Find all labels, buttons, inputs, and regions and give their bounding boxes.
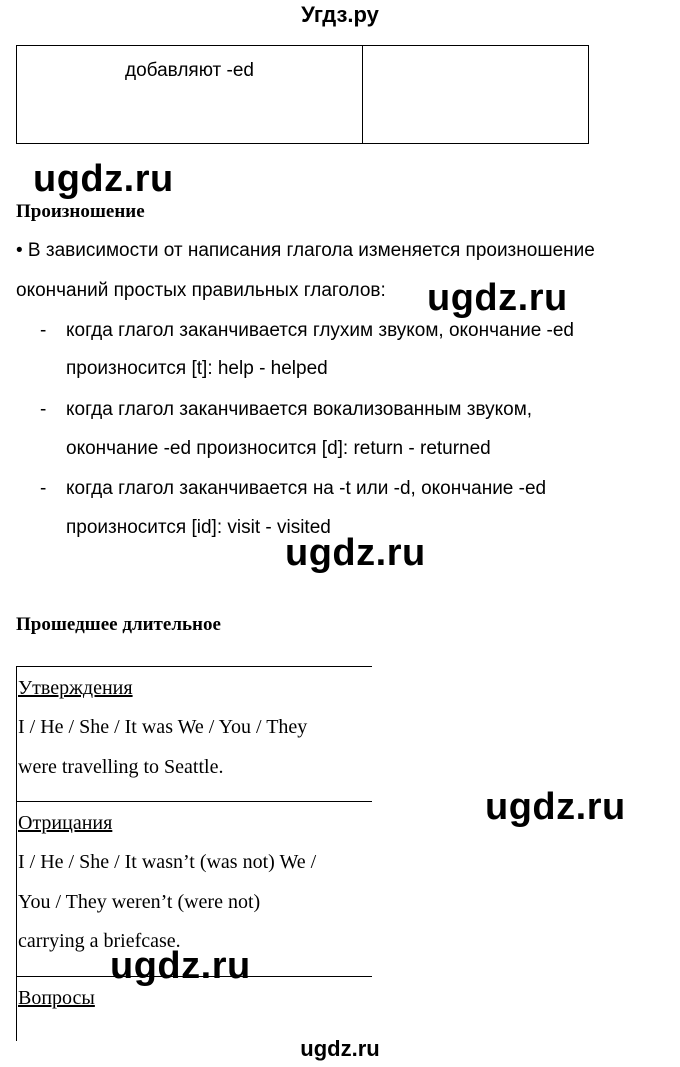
negative-line: I / He / She / It wasn’t (was not) We / <box>18 851 317 873</box>
list-dash: - <box>40 399 47 420</box>
watermark: ugdz.ru <box>33 158 174 200</box>
pronunciation-heading: Произношение <box>16 201 145 222</box>
site-title: Угдз.ру <box>301 2 379 27</box>
table-cell-left: добавляют -ed <box>17 46 363 143</box>
footer-watermark: ugdz.ru <box>300 1036 380 1061</box>
list-dash: - <box>40 478 47 499</box>
affirmative-line: I / He / She / It was We / You / They <box>18 716 308 738</box>
negative-line: You / They weren’t (were not) <box>18 891 261 913</box>
past-continuous-heading: Прошедшее длительное <box>16 614 221 635</box>
intro-line-1: • В зависимости от написания глагола изменяется произношение <box>16 240 595 261</box>
table-rule <box>16 801 372 802</box>
list-item-line: когда глагол заканчивается вокализованным звуком, <box>66 399 533 420</box>
list-item-line: окончание -ed произносится [d]: return - returned <box>66 438 491 459</box>
intro-line-2: окончаний простых правильных глаголов: <box>16 280 386 301</box>
list-item-line: произносится [id]: visit - visited <box>66 517 331 538</box>
watermark: ugdz.ru <box>110 945 251 987</box>
list-item-line: когда глагол заканчивается глухим звуком, окончание -ed <box>66 320 574 341</box>
list-dash: - <box>40 320 47 341</box>
table-cell-right <box>363 46 588 143</box>
watermark: ugdz.ru <box>427 277 568 319</box>
table-left-border <box>16 666 17 1041</box>
watermark: ugdz.ru <box>285 532 426 574</box>
affirmative-label: Утверждения <box>18 677 133 699</box>
table-rule <box>16 666 372 667</box>
negative-line: carrying a briefcase. <box>18 930 181 952</box>
affirmative-line: were travelling to Seattle. <box>18 756 224 778</box>
negative-label: Отрицания <box>18 812 113 834</box>
list-item-line: произносится [t]: help - helped <box>66 358 328 379</box>
list-item-line: когда глагол заканчивается на -t или -d, окончание -ed <box>66 478 547 499</box>
questions-label: Вопросы <box>18 987 95 1009</box>
top-table <box>16 45 589 144</box>
watermark: ugdz.ru <box>485 786 626 828</box>
